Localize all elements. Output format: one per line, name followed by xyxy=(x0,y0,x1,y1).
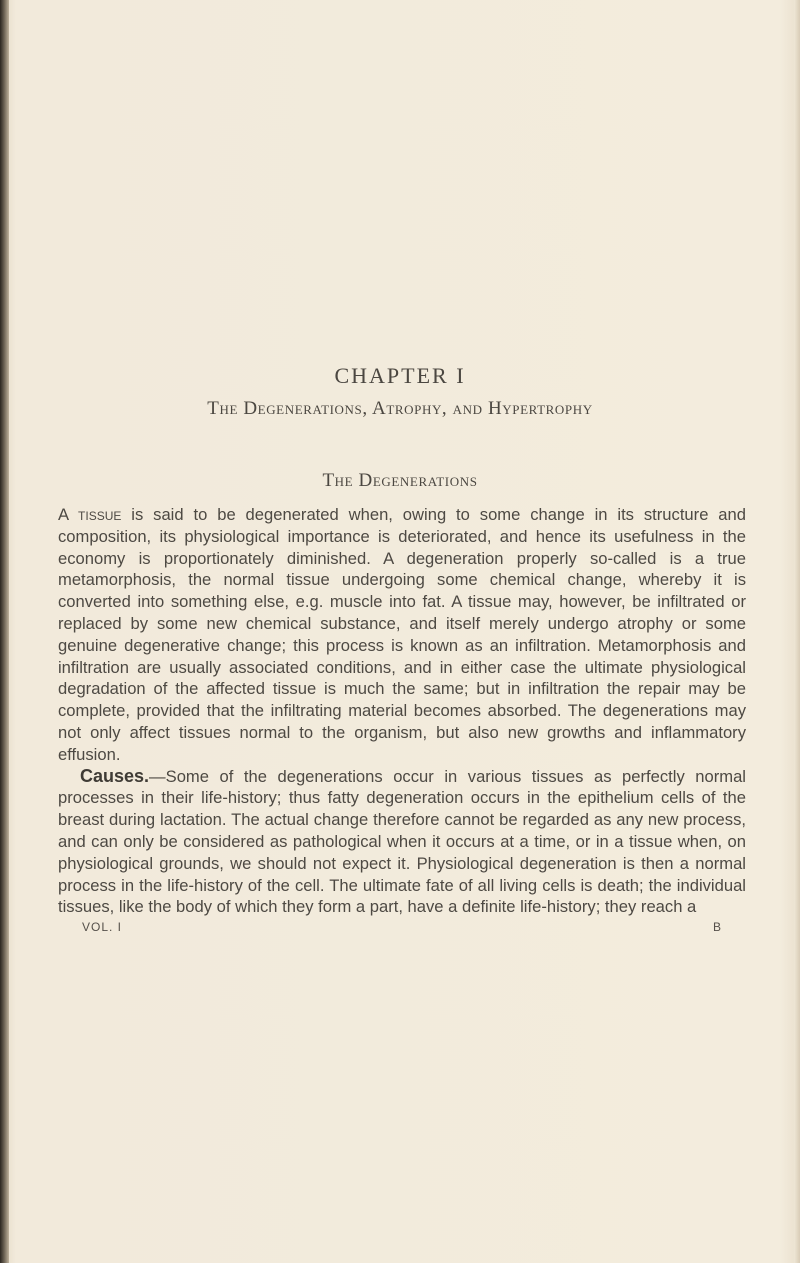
paragraph-degeneration-definition xyxy=(58,504,746,766)
signature-mark: B xyxy=(712,920,722,934)
binding-edge xyxy=(0,0,9,1263)
page-edge xyxy=(794,0,800,1263)
paragraph-body: —Some of the degenerations occur in various tissues as perfectly normal processes in their life-history; thus fatty degeneration occurs in the epithelium cells of the breast during lactation. The actual change therefore cannot be regarded as any new process, and can only be considered as pathological when it occurs at a time, or in a tissue when, on physiological grounds, we should not expect it. Physiological degeneration is then a normal process in the life-history of the cell. The ultimate fate of all living cells is death; the individual tissues, like the body of which they form a part, have a definite life-history; they reach a xyxy=(58,766,746,917)
chapter-title: The Degenerations, Atrophy, and Hypertrophy xyxy=(207,398,593,419)
volume-label: VOL. I xyxy=(82,920,123,934)
paragraph-body: is said to be degenerated when, owing to some change in its structure and composition, its physiological importance is deteriorated, and hence its usefulness in the economy is proportionately diminished. A degeneration properly so-called is a true metamorphosis, the normal tissue undergoing some chemical change, whereby it is converted into something else, e.g. muscle into fat. A tissue may, however, be infiltrated or replaced by some new chemical substance, and itself merely undergo atrophy or some genuine degenerative change; this process is known as an infiltration. Metamorphosis and infiltration are usually associated conditions, and in either case the ultimate physiological degradation of the affected tissue is much the same; but in infiltration the repair may be complete, provided that the infiltrating material becomes absorbed. The degenerations may not only affect tissues normal to the organism, but also new growths and inflammatory effusion. xyxy=(58,505,746,764)
chapter-heading: CHAPTER I xyxy=(334,363,466,388)
paragraph-lead: A tissue xyxy=(58,505,122,524)
body-text xyxy=(58,504,746,918)
section-title: The Degenerations xyxy=(322,470,478,491)
run-in-heading-causes: Causes. xyxy=(80,765,150,786)
paragraph-causes xyxy=(58,766,746,919)
